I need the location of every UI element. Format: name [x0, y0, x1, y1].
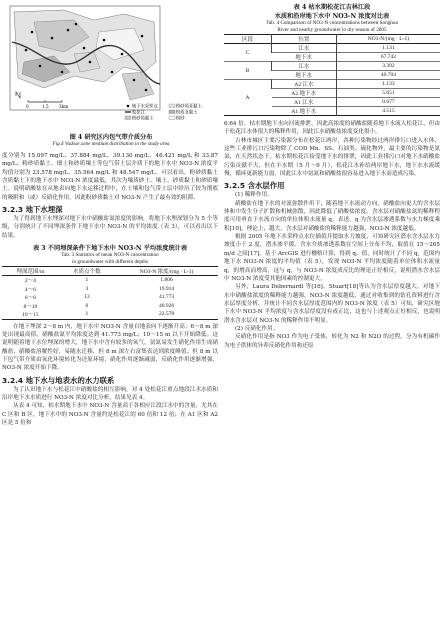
table-cell: 13	[84, 294, 90, 301]
table-cell: 地下水	[295, 55, 312, 61]
legend-silty-clay: 粉砂质黏土	[132, 116, 154, 122]
table-3	[2, 243, 218, 319]
table-row	[2, 293, 218, 302]
scale-label-1: 1.5	[42, 104, 49, 109]
table-cell: 6～8	[24, 295, 36, 302]
section-heading-3-2-5: 3.2.5 含水层作用	[224, 181, 285, 191]
legend-river: 松花江	[132, 110, 145, 116]
table-cell: A2 江水	[272, 80, 337, 89]
table-cell: A1 地下水	[291, 109, 316, 115]
paragraph: 在地下埋深 2～8 m 内，地下水中 NO3-N 含量自地表向下逐渐升高；6～8 m 深处出现最高值，硝酸盐氮平均浓度达到 41.773 mg/L；10～15 m 以下开始降低。这说明随着地下水位埋深的增大，地下水中含有较多的氧气，氨氮易发生硝化作用生成硝酸盐；硝酸盐溶解性好，易随水迁移，但 8 m 深左右富集表达到浓度峰值；但 8 m 以下包气带介质由氧化环境转化为还原环境，硝化作用逐渐减弱，反硝化作用逐渐增强，NO3-N 浓度开始下降。	[2, 323, 218, 372]
paragraph: 根据 2005 年地下水采样点水位插值并提取水力坡度，可知研究区潜水含水层水力坡度小于 2 度，潜水渗平缓。含水介质渗透系数在空间上分布不均，取值在 15～265 m/d 之间[17]。基于 ArcGIS 进行栅格计算，得到 q，值，同时统计了不同 q，范围内地下水 NO3-N 浓度的平均值（表 5），发现 NO3-N 平均浓度随着单位体积水流量 q，的增高而增高，这与 q，与 NO3-N 浓度成反比的理论正好相反，说明潜水含水层中 NO3-N 浓度受其他因素的控制更大。	[224, 234, 440, 282]
figure-caption-en: Fig.4 Vadose zone medium distribution in the study area	[52, 141, 170, 147]
legend-silt-subclay: 粉质亚黏土	[176, 110, 198, 116]
table-cell: 22.578	[158, 311, 175, 318]
table-cell: 10～15	[22, 312, 39, 319]
right-column	[224, 0, 440, 350]
table-cell: 2～4	[24, 278, 36, 285]
table-cell: 67.742	[336, 53, 440, 62]
paragraph: 吉林市城区主要污染源分布在松花江两岸，各种污染物经过两岸排污口进入水体，这些工业排污口污染物除了 COD Mn、SS、石油类、硫化物外，最主要的污染物是氨氮，在天然状态下，枯水期松花江接受地下水的排泄，因此工业排污口对地下水硝酸盐污染贡献不大，但在丰水期（5 月～9 月），松花江水补给两岸地下水，地下水水流缓慢，循环更新能力弱，因此江水中氨氮和硝酸盐很容易进入地下水而造成污染。	[224, 137, 440, 178]
table-cell: 地下水	[295, 73, 312, 79]
paragraph: 为了认识地下水与松花江中硝酸盐的相互影响，对 4 处松花江重点地段江水水质和沿岸地下水水质进行 NO3-N 浓度对比分析，结果见表 4。	[2, 386, 218, 401]
table-cell: 40.926	[158, 303, 175, 309]
paragraph: 为了得到地下水埋深对地下水中硝酸盐氮浓度的影响，将地下水埋深划分为 5 个等级，分别统计了不同埋深条件下地下水中 NO3-N 的平均浓度（表 3），可以看出以下结果。	[2, 216, 218, 239]
paragraph: 6.64 倍。枯水期地下水向河流排泄，因此高浓度的硝酸盐随着地下水流入松花江，但由于松花江水体很大的稀释作用，因此江水硝酸盐浓度变化很小。	[224, 121, 440, 136]
paragraph: 反硝化作用是指 NO3 作为电子受体，转化为 N2 和 N2O 的过程，分为有机碳作为电子供体的异养反硝化作用和还原	[224, 334, 440, 349]
table-row	[2, 302, 218, 311]
table-cell: C	[245, 49, 250, 56]
paragraph: 度分别为 15.097 mg/L、37.884 mg/L、39.130 mg/L、46.421 mg/L 和 33.87 mg/L；粉砂质黏土、细土和砂质壤土等包气带土层介质下的地下水中 NO3-N 浓度平均值分别为 23.578 mg/L、35.564 mg/L 和 48.547 mg/L。可以看出，粉砂质黏土含质黏土下的地下水中 NO3-N 浓度最低，其次为壤质砂土、壤土、砂质黏土和砂质壤土。说明硝酸盐在从地表向地下水运移过程中，在土壤和包气带土层中经历了较为彻底的吸附和（或）反硝化作用，因此粉砂质黏土对 NO3-N 产生了最有效的阻滞。	[2, 153, 220, 201]
figure-caption-cn: 图 4 研究区内包气带介质分布	[69, 134, 153, 141]
table-3-caption-en-2: in groundwater with different depths	[72, 259, 148, 266]
table-4	[224, 0, 440, 116]
table-4-caption-cn-2: 水质和沿岸地下水中 NO3-N 浓度对比表	[274, 13, 390, 20]
table-cell: 0.677	[336, 98, 440, 107]
table-cell: 3.392	[336, 62, 440, 71]
table-cell: 8～10	[23, 304, 38, 310]
table-3-grid	[2, 266, 218, 319]
table-3-caption-cn: 表 3 不同埋深条件下地下水中 NO3-N 平均浓度统计表	[32, 245, 188, 253]
paragraph: 另外，Laura Debernardi 等[16]、Stuart[18]等认为含水层厚度越大，对地下水中硝酸盐浓度的稀释能力越强，NO3-N 浓度越低，通过对收集到的钻孔资料进行含水层厚度分析，并统计不同含水层厚度范围内的 NO3-N 浓度（表 5）可知，研究区地下水中 NO3-N 平均浓度与含水层厚度没有成正比，这也与上述观点正好相反，也说明潜水含水层对 NO3-N 的稀释作用不明显。	[224, 284, 440, 324]
paragraph: 从表 4 可知，枯水期地下水中 NO3-N 含量高于各相应江段江水中的含量，尤其在 C 区和 B 区，地下水中的 NO3-N 含量约是松花江的 60 倍和 12 倍；在 A1 区和 A2 区是 5 倍和	[2, 403, 220, 426]
column-header: 埋深范围/m	[16, 269, 45, 276]
table-cell: 1.806	[160, 277, 173, 284]
subheading-denitrification: (2) 反硝化作用。	[235, 325, 279, 332]
column-header: NO3-N/(mg · L-1)	[336, 35, 440, 44]
table-row	[224, 62, 440, 71]
table-cell: 1.131	[336, 44, 440, 53]
section-heading-3-2-4: 3.2.4 地下水与地表水的水力联系	[2, 375, 115, 385]
column-header: 区段	[242, 37, 254, 43]
vadose-zone-map	[4, 2, 218, 138]
table-cell: 5.651	[336, 89, 440, 98]
table-row	[224, 44, 440, 53]
subheading-dilution: (1) 稀释作用。	[235, 192, 273, 199]
paragraph: 硝酸盐在地下水的对流弥散作用下，随着地下水流动方向，硝酸盐向更大的含水层体和中发生分子扩散和机械弥散，因此降低了硝酸盐浓度。含水层对硝酸盐氮的稀释程度可用垂直于水流方向的单位体积水流量 q，表述，q 为含水层渗透系数与水力梯度乘积[10]，理论上，越大，含水层对硝酸盐的稀释能力越强，NO3-N 浓度越低。	[224, 200, 440, 232]
table-cell: B	[245, 67, 250, 74]
table-cell: 1.133	[336, 80, 440, 89]
table-cell: 3	[85, 285, 89, 292]
table-cell: A2 地下水	[291, 91, 316, 97]
table-cell: A1 江水	[294, 100, 314, 106]
scale-label-2: 3km	[59, 104, 69, 109]
table-row	[2, 284, 218, 293]
scale-label-0: 0	[26, 104, 29, 109]
table-cell: 41.773	[158, 294, 175, 301]
table-row	[2, 276, 218, 285]
table-cell: 40.704	[336, 71, 440, 80]
table-cell: 4.515	[336, 107, 440, 116]
table-cell: 6	[85, 303, 89, 309]
table-cell: 1	[85, 311, 89, 318]
table-cell: 4～6	[24, 286, 36, 293]
column-header: 位置	[272, 35, 337, 44]
table-cell: A	[245, 94, 250, 101]
table-3-caption-en-1: Tab. 3 Statistics of mean NO3-N concentration	[61, 252, 159, 259]
legend-sampling-point: 地下水采样点	[132, 104, 158, 110]
table-header-row	[2, 267, 218, 276]
legend-silt: 粉砂	[176, 116, 185, 122]
table-4-caption-cn-1: 表 4 枯水期松花江吉林江段	[293, 4, 371, 11]
column-header: NO3-N 浓度/(mg · L-1)	[139, 269, 194, 276]
table-cell: 19.914	[158, 285, 175, 292]
table-4-caption-en-2: River and nearby groundwater in dry season of 2005	[277, 27, 387, 33]
section-heading-3-2-3: 3.2.3 地下水埋深	[2, 205, 63, 215]
table-cell: 江水	[272, 44, 337, 53]
table-cell: 1	[85, 277, 89, 284]
table-4-grid	[224, 34, 440, 116]
table-header-row	[224, 35, 440, 44]
table-row	[224, 80, 440, 89]
table-4-caption-en-1: Tab. 4 Comparison of NO3-N concentrations between Songhua	[266, 20, 398, 26]
map-legend	[125, 103, 202, 122]
column-header: 水质点个数	[73, 269, 101, 276]
table-cell: 江水	[272, 62, 337, 71]
legend-silty-subclay: 粉砂质亚黏土	[176, 104, 202, 110]
table-row	[2, 310, 218, 319]
